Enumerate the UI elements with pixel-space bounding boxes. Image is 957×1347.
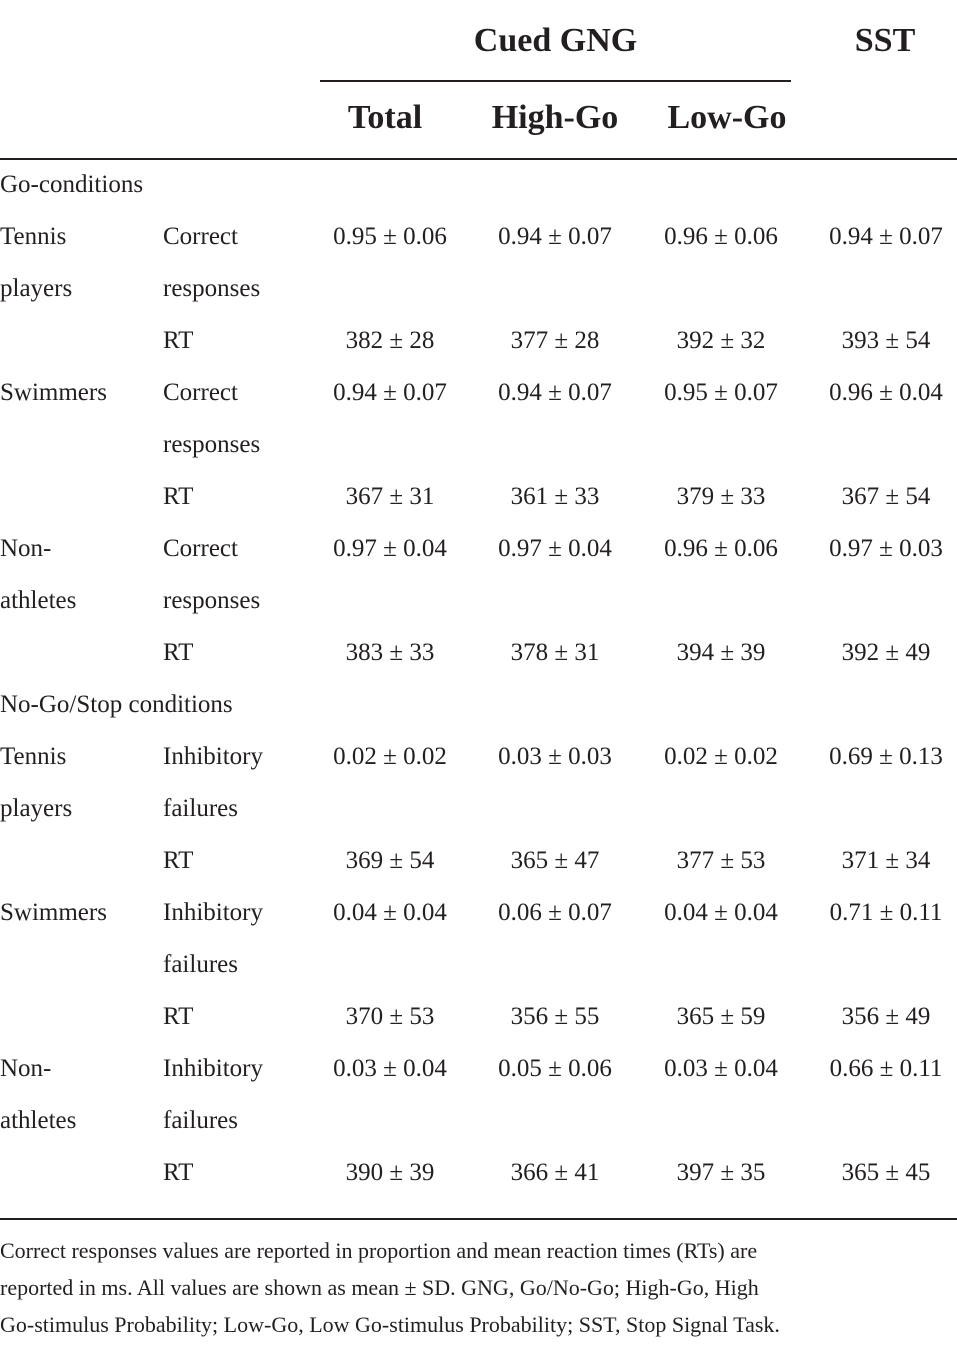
group-name: players bbox=[0, 795, 73, 822]
value-cell: 361 ± 33 bbox=[510, 483, 600, 510]
table-row bbox=[0, 1043, 957, 1095]
table-row bbox=[0, 419, 957, 471]
value-cell: 369 ± 54 bbox=[345, 847, 435, 874]
section-label: Go-conditions bbox=[0, 171, 144, 198]
group-name: players bbox=[0, 275, 73, 302]
rt-label: RT bbox=[163, 1003, 194, 1030]
group-name: Non- bbox=[0, 1055, 52, 1082]
rt-label: RT bbox=[163, 847, 194, 874]
header-bottom-rule bbox=[0, 158, 957, 160]
value-cell: 377 ± 28 bbox=[510, 327, 600, 354]
value-cell: 0.97 ± 0.03 bbox=[829, 535, 943, 562]
value-cell: 0.97 ± 0.04 bbox=[333, 535, 447, 562]
header-subrule bbox=[320, 80, 791, 82]
value-cell: 365 ± 45 bbox=[841, 1159, 931, 1186]
group-name: Swimmers bbox=[0, 899, 107, 926]
value-cell: 371 ± 34 bbox=[841, 847, 931, 874]
measure-label: responses bbox=[163, 587, 261, 614]
value-cell: 0.03 ± 0.04 bbox=[664, 1055, 778, 1082]
value-cell: 0.69 ± 0.13 bbox=[829, 743, 943, 770]
table-row bbox=[0, 783, 957, 835]
value-cell: 0.04 ± 0.04 bbox=[333, 899, 447, 926]
table-row bbox=[0, 731, 957, 783]
table-bottom-rule bbox=[0, 1218, 957, 1220]
table-row bbox=[0, 627, 957, 679]
table-row bbox=[0, 211, 957, 263]
value-cell: 394 ± 39 bbox=[676, 639, 766, 666]
table-row bbox=[0, 835, 957, 887]
measure-label: responses bbox=[163, 275, 261, 302]
table-row bbox=[0, 367, 957, 419]
table-row bbox=[0, 939, 957, 991]
table-row bbox=[0, 887, 957, 939]
value-cell: 0.94 ± 0.07 bbox=[498, 379, 612, 406]
section-label: No-Go/Stop conditions bbox=[0, 691, 233, 718]
table-row bbox=[0, 1147, 957, 1199]
header-high-go: High-Go bbox=[491, 99, 619, 136]
value-cell: 379 ± 33 bbox=[676, 483, 766, 510]
table-row bbox=[0, 575, 957, 627]
value-cell: 392 ± 32 bbox=[676, 327, 766, 354]
value-cell: 367 ± 54 bbox=[841, 483, 931, 510]
value-cell: 0.04 ± 0.04 bbox=[664, 899, 778, 926]
value-cell: 397 ± 35 bbox=[676, 1159, 766, 1186]
header-total: Total bbox=[347, 99, 423, 136]
value-cell: 0.94 ± 0.07 bbox=[498, 223, 612, 250]
header-sst: SST bbox=[854, 22, 916, 59]
rt-label: RT bbox=[163, 483, 194, 510]
group-name: Tennis bbox=[0, 223, 67, 250]
rt-label: RT bbox=[163, 639, 194, 666]
measure-label: Inhibitory bbox=[163, 1055, 263, 1082]
group-name: Non- bbox=[0, 535, 52, 562]
measure-label: Correct bbox=[163, 223, 238, 250]
measure-label: Inhibitory bbox=[163, 899, 263, 926]
value-cell: 0.96 ± 0.06 bbox=[664, 223, 778, 250]
table-row bbox=[0, 991, 957, 1043]
value-cell: 390 ± 39 bbox=[345, 1159, 435, 1186]
value-cell: 0.95 ± 0.07 bbox=[664, 379, 778, 406]
value-cell: 370 ± 53 bbox=[345, 1003, 435, 1030]
value-cell: 377 ± 53 bbox=[676, 847, 766, 874]
value-cell: 382 ± 28 bbox=[345, 327, 435, 354]
value-cell: 392 ± 49 bbox=[841, 639, 931, 666]
value-cell: 0.05 ± 0.06 bbox=[498, 1055, 612, 1082]
value-cell: 356 ± 49 bbox=[841, 1003, 931, 1030]
value-cell: 0.96 ± 0.06 bbox=[664, 535, 778, 562]
footnote-line: Go-stimulus Probability; Low-Go, Low Go-stimulus Probability; SST, Stop Signal Task. bbox=[0, 1312, 780, 1337]
header-cued-gng: Cued GNG bbox=[473, 22, 638, 59]
value-cell: 0.94 ± 0.07 bbox=[333, 379, 447, 406]
measure-label: Inhibitory bbox=[163, 743, 263, 770]
rt-label: RT bbox=[163, 1159, 194, 1186]
value-cell: 393 ± 54 bbox=[841, 327, 931, 354]
value-cell: 365 ± 59 bbox=[676, 1003, 766, 1030]
value-cell: 0.06 ± 0.07 bbox=[498, 899, 612, 926]
value-cell: 366 ± 41 bbox=[510, 1159, 600, 1186]
table-row bbox=[0, 315, 957, 367]
measure-label: responses bbox=[163, 431, 261, 458]
value-cell: 0.02 ± 0.02 bbox=[664, 743, 778, 770]
footnote-line: reported in ms. All values are shown as mean ± SD. GNG, Go/No-Go; High-Go, High bbox=[0, 1275, 759, 1300]
rt-label: RT bbox=[163, 327, 194, 354]
measure-label: Correct bbox=[163, 535, 238, 562]
value-cell: 0.02 ± 0.02 bbox=[333, 743, 447, 770]
value-cell: 365 ± 47 bbox=[510, 847, 600, 874]
value-cell: 0.71 ± 0.11 bbox=[829, 899, 943, 926]
footnote-line: Correct responses values are reported in proportion and mean reaction times (RTs) are bbox=[0, 1238, 758, 1263]
group-name: athletes bbox=[0, 1107, 77, 1134]
group-name: athletes bbox=[0, 587, 77, 614]
value-cell: 356 ± 55 bbox=[510, 1003, 600, 1030]
value-cell: 0.03 ± 0.03 bbox=[498, 743, 612, 770]
group-name: Tennis bbox=[0, 743, 67, 770]
value-cell: 0.97 ± 0.04 bbox=[498, 535, 612, 562]
footnote bbox=[0, 1232, 957, 1343]
measure-label: failures bbox=[163, 951, 238, 978]
table-row bbox=[0, 1095, 957, 1147]
value-cell: 0.94 ± 0.07 bbox=[829, 223, 943, 250]
measure-label: Correct bbox=[163, 379, 238, 406]
measure-label: failures bbox=[163, 795, 238, 822]
table-row bbox=[0, 523, 957, 575]
group-name: Swimmers bbox=[0, 379, 107, 406]
header-low-go: Low-Go bbox=[667, 99, 787, 136]
value-cell: 367 ± 31 bbox=[345, 483, 435, 510]
table-row bbox=[0, 471, 957, 523]
value-cell: 378 ± 31 bbox=[510, 639, 600, 666]
table-row bbox=[0, 263, 957, 315]
value-cell: 0.66 ± 0.11 bbox=[829, 1055, 943, 1082]
measure-label: failures bbox=[163, 1107, 238, 1134]
value-cell: 0.03 ± 0.04 bbox=[333, 1055, 447, 1082]
value-cell: 0.95 ± 0.06 bbox=[333, 223, 447, 250]
value-cell: 0.96 ± 0.04 bbox=[829, 379, 943, 406]
value-cell: 383 ± 33 bbox=[345, 639, 435, 666]
